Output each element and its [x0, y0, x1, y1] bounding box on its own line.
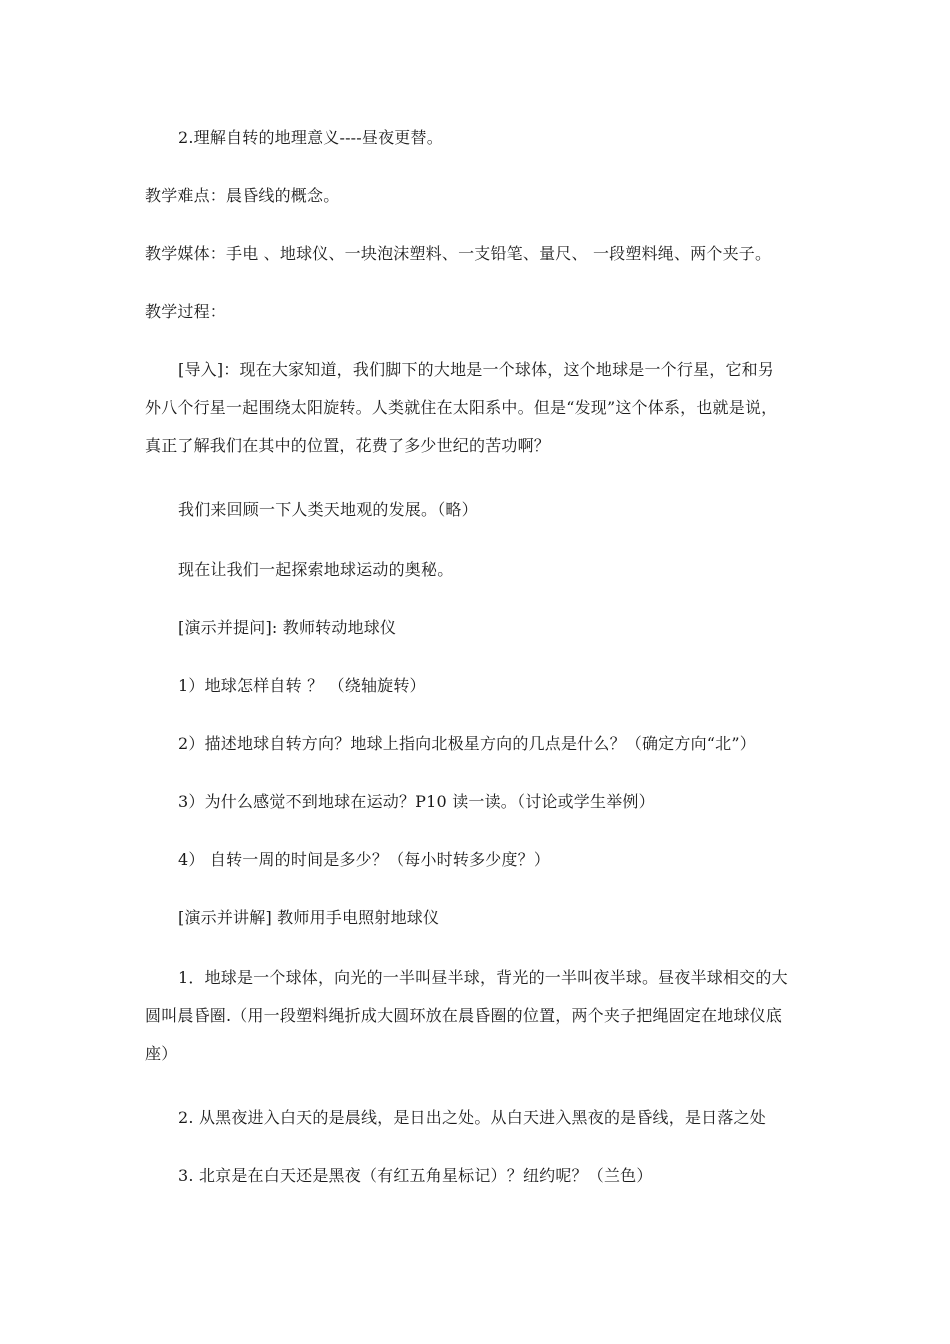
explore-paragraph: 现在让我们一起探索地球运动的奥秘。: [178, 560, 454, 579]
explanation-1-line: 座）: [145, 1044, 178, 1063]
teaching-media: 教学媒体：手电 、地球仪、一块泡沫塑料、一支铅笔、量尺、 一段塑料绳、两个夹子。: [145, 244, 772, 263]
explanation-3: 3. 北京是在白天还是黑夜（有红五角星标记）？纽约呢？（兰色）: [178, 1166, 653, 1185]
explanation-1-line: 1．地球是一个球体，向光的一半叫昼半球，背光的一半叫夜半球。昼夜半球相交的大: [178, 968, 788, 987]
introduction-line: 真正了解我们在其中的位置，花费了多少世纪的苦功啊？: [145, 436, 551, 455]
explanation-1-line: 圆叫晨昏圈.（用一段塑料绳折成大圆环放在晨昏圈的位置，两个夹子把绳固定在地球仪底: [145, 1006, 783, 1025]
introduction-line: [导入]：现在大家知道，我们脚下的大地是一个球体，这个地球是一个行星，它和另: [178, 360, 775, 379]
question-2: 2）描述地球自转方向？地球上指向北极星方向的几点是什么？（确定方向“北”）: [178, 734, 756, 753]
teaching-difficulty: 教学难点：晨昏线的概念。: [145, 186, 340, 205]
teaching-process-heading: 教学过程：: [145, 302, 227, 321]
demo-explain-heading: [演示并讲解] 教师用手电照射地球仪: [178, 908, 440, 927]
question-4: 4） 自转一周的时间是多少？（每小时转多少度？）: [178, 850, 551, 869]
explanation-1-paragraph: [145, 968, 788, 1064]
question-3: 3）为什么感觉不到地球在运动？P10 读一读。（讨论或学生举例）: [178, 792, 655, 811]
review-paragraph: 我们来回顾一下人类天地观的发展。（略）: [178, 500, 478, 519]
objective-2: 2.理解自转的地理意义----昼夜更替。: [178, 128, 443, 147]
explanation-2: 2. 从黑夜进入白天的是晨线，是日出之处。从白天进入黑夜的是昏线，是日落之处: [178, 1108, 766, 1127]
demo-question-heading: [演示并提问]: 教师转动地球仪: [178, 618, 397, 637]
introduction-paragraph: [145, 360, 777, 456]
introduction-line: 外八个行星一起围绕太阳旋转。人类就住在太阳系中。但是“发现”这个体系，也就是说，: [145, 398, 778, 417]
question-1: 1）地球怎样自转 ？ （绕轴旋转）: [178, 676, 426, 695]
